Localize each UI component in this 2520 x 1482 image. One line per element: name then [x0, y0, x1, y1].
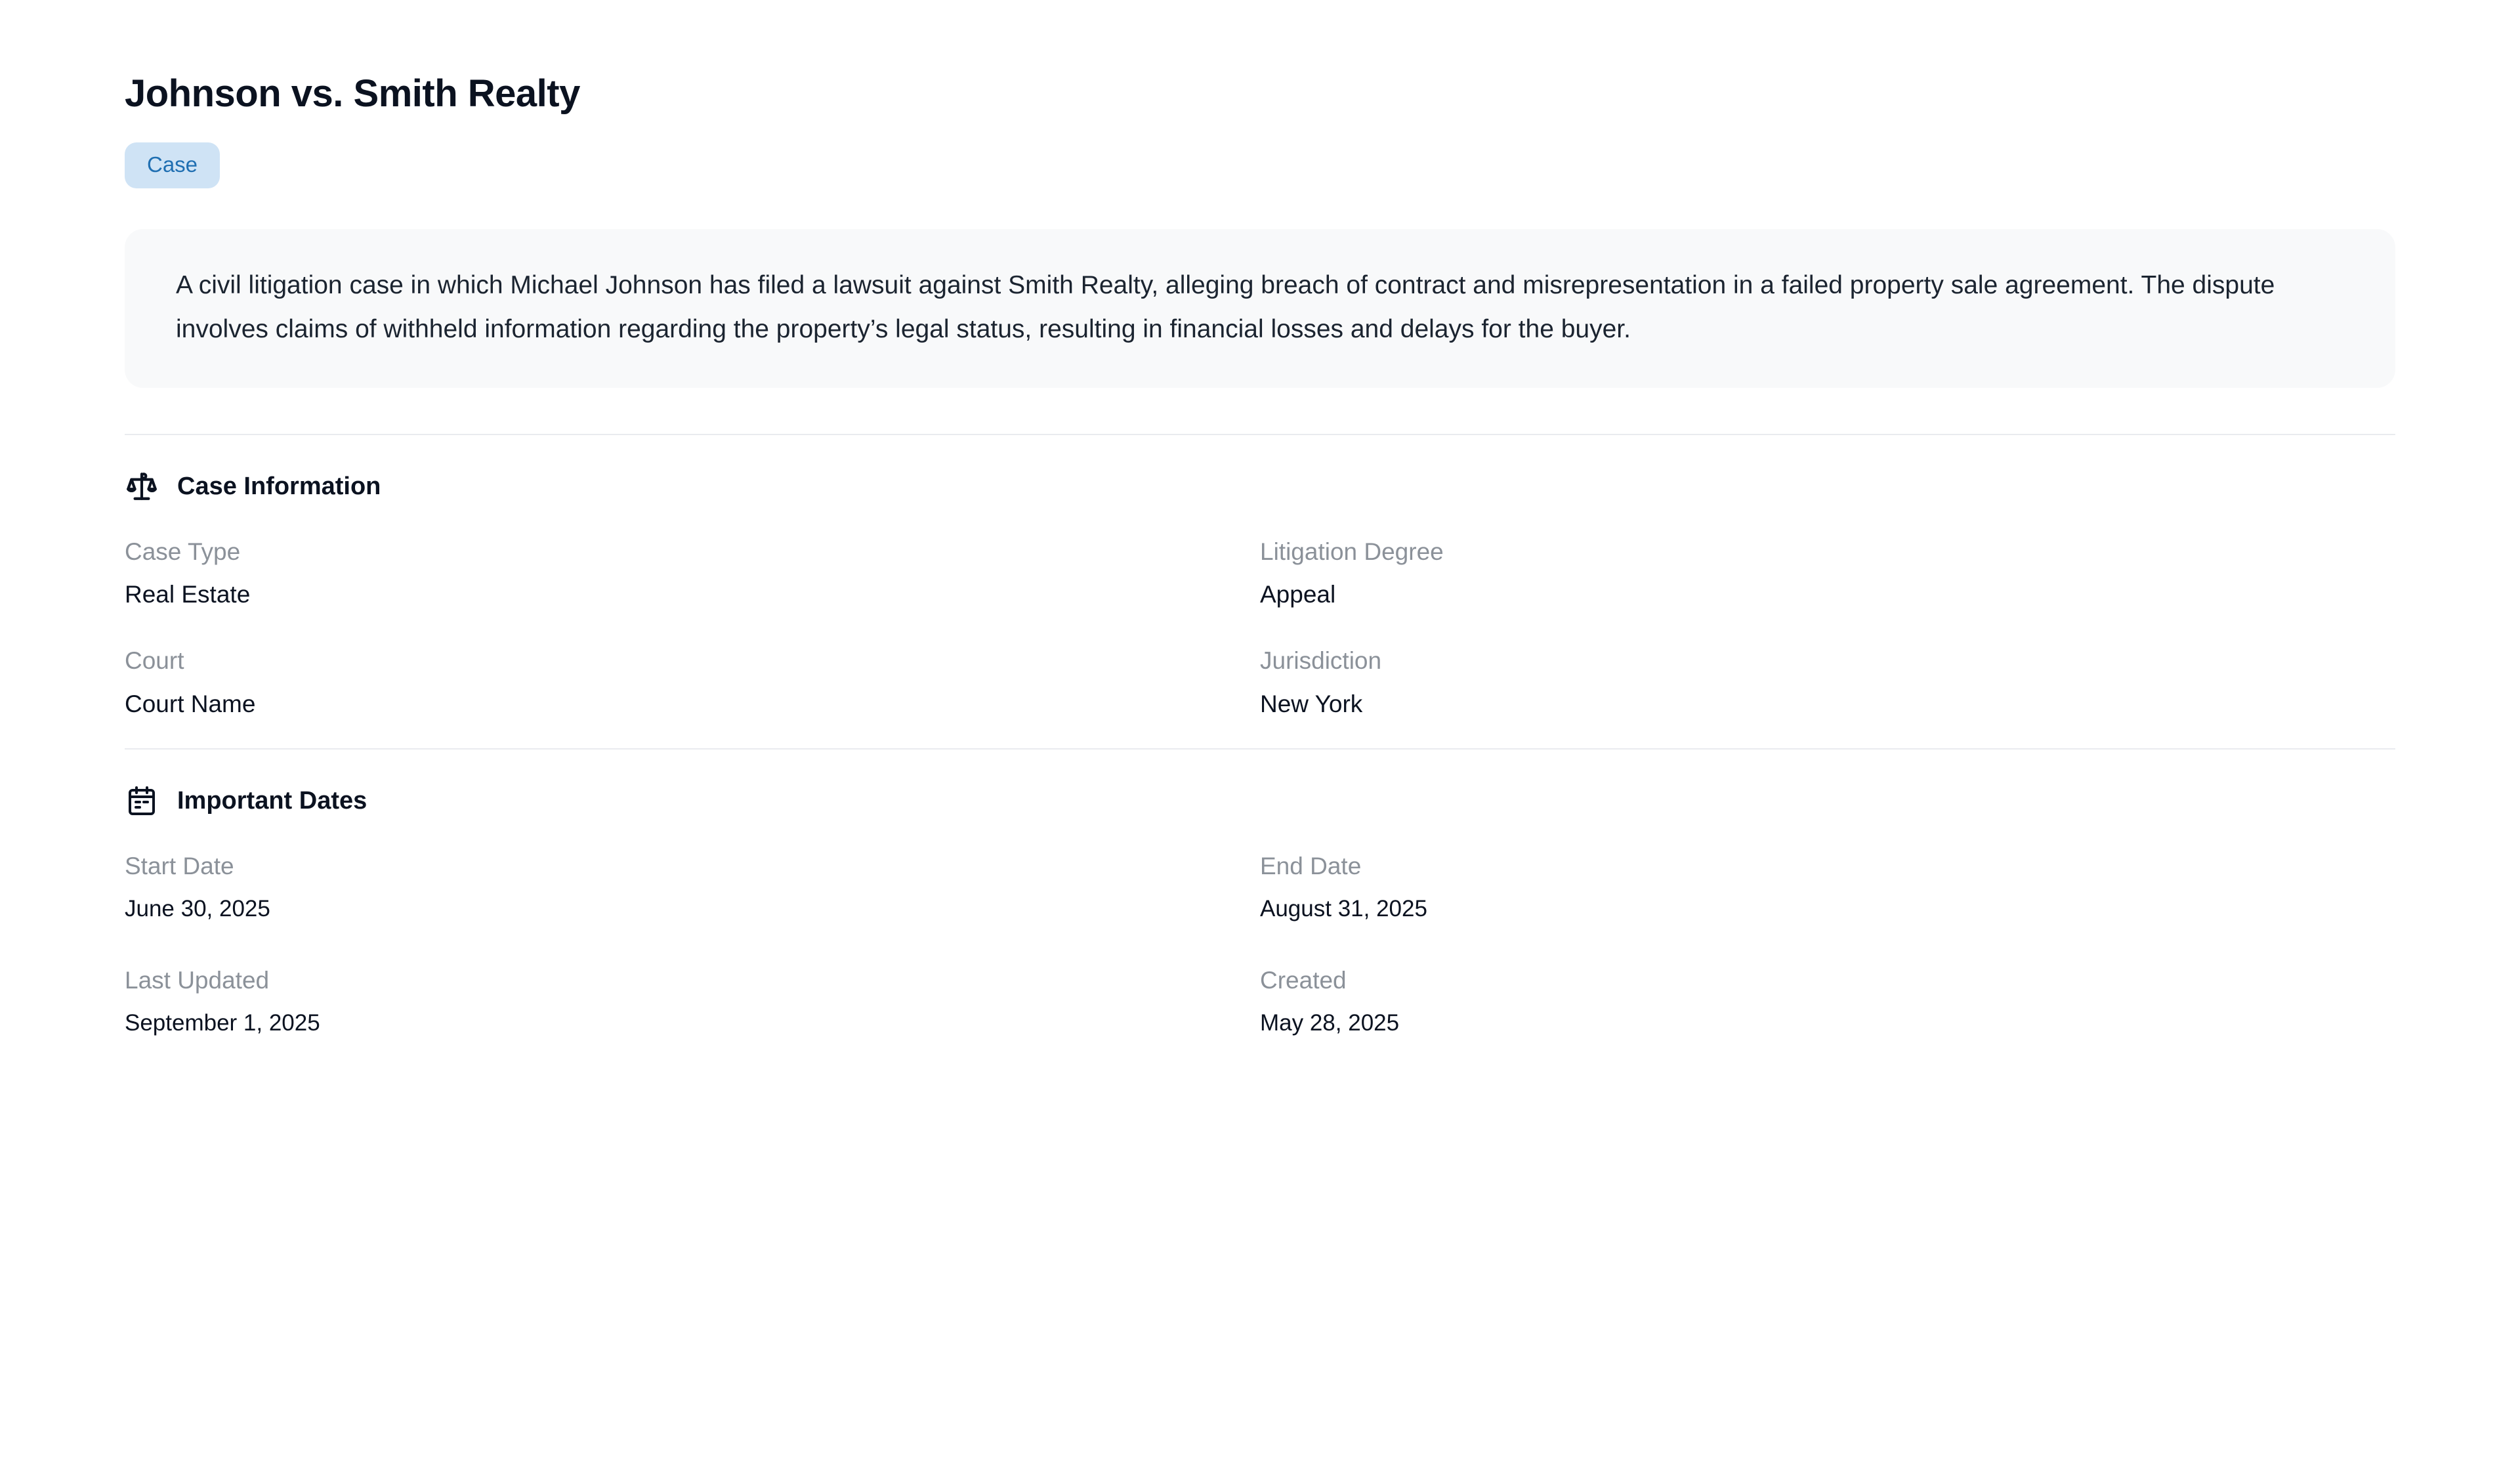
case-information-title: Case Information	[177, 472, 381, 500]
case-information-header	[125, 469, 2395, 503]
status-badge: Case	[125, 142, 220, 188]
field-label: Court	[125, 647, 184, 675]
field-label: Case Type	[125, 538, 241, 565]
calendar-icon	[125, 784, 159, 818]
field-value: May 28, 2025	[1260, 1009, 1400, 1036]
field-value: New York	[1260, 690, 1363, 717]
spacer	[125, 719, 2395, 748]
case-summary-card	[125, 229, 2395, 388]
field-label: Created	[1260, 967, 1347, 994]
field-start-date	[125, 852, 1260, 923]
field-last-updated	[125, 966, 1260, 1037]
field-value: September 1, 2025	[125, 1009, 320, 1036]
case-summary-text: A civil litigation case in which Michael Johnson has filed a lawsuit against Smith Realty, alleging breach of contract and misrepresentation in a failed property sale agreement. The dispute involves claims of withheld information regarding the property’s legal status, resulting in financial losses and delays for the buyer.	[176, 270, 2275, 343]
page-title: Johnson vs. Smith Realty	[125, 72, 580, 115]
field-value: Appeal	[1260, 581, 1336, 608]
field-label: Jurisdiction	[1260, 647, 1382, 675]
field-jurisdiction	[1260, 646, 2395, 719]
field-end-date	[1260, 852, 2395, 923]
field-court	[125, 646, 1260, 719]
field-label: Last Updated	[125, 967, 270, 994]
scales-of-justice-icon	[125, 469, 159, 503]
case-information-fields	[125, 538, 2395, 719]
section-important-dates	[125, 750, 2395, 1037]
field-label: Start Date	[125, 853, 234, 880]
important-dates-fields	[125, 852, 2395, 1037]
field-value: August 31, 2025	[1260, 895, 1427, 921]
field-label: End Date	[1260, 853, 1362, 880]
field-value: Real Estate	[125, 581, 251, 608]
field-litigation-degree	[1260, 538, 2395, 610]
important-dates-header	[125, 784, 2395, 818]
important-dates-title: Important Dates	[177, 787, 368, 815]
badge-row	[125, 142, 2395, 188]
field-created	[1260, 966, 2395, 1037]
field-value: June 30, 2025	[125, 895, 270, 921]
field-value: Court Name	[125, 690, 256, 717]
field-case-type	[125, 538, 1260, 610]
field-label: Litigation Degree	[1260, 538, 1444, 565]
section-case-information	[125, 435, 2395, 719]
